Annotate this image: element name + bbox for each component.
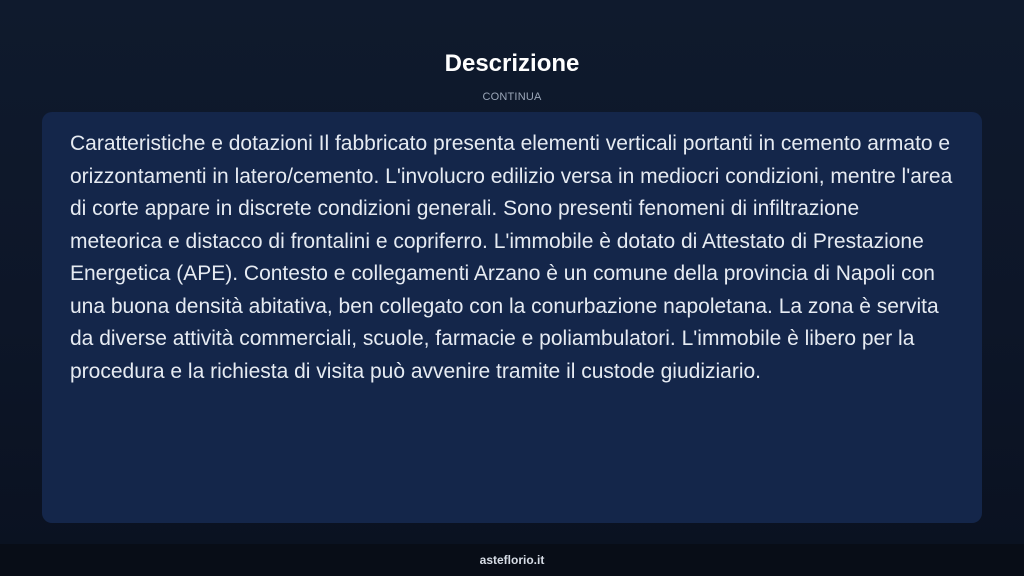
site-link[interactable]: asteflorio.it (479, 553, 545, 567)
slide-header (0, 48, 1024, 104)
description-card (42, 112, 982, 523)
continua-label: CONTINUA (482, 91, 542, 103)
footer-bar (0, 544, 1024, 576)
page-title: Descrizione (444, 50, 580, 77)
description-text: Caratteristiche e dotazioni Il fabbricato presenta elementi verticali portanti in cemento armato e orizzontamenti in latero/cemento. L'involucro edilizio versa in mediocri condizioni, mentre l'area di corte appare in discrete condizioni generali. Sono presenti fenomeni di infiltrazione meteorica e distacco di frontalini e copriferro. L'immobile è dotato di Attestato di Prestazione Energetica (APE). Contesto e collegamenti Arzano è un comune della provincia di Napoli con una buona densità abitativa, ben collegato con la conurbazione napoletana. La zona è servita da diverse attività commerciali, scuole, farmacie e poliambulatori. L'immobile è libero per la procedura e la richiesta di visita può avvenire tramite il custode giudiziario. (70, 132, 953, 383)
